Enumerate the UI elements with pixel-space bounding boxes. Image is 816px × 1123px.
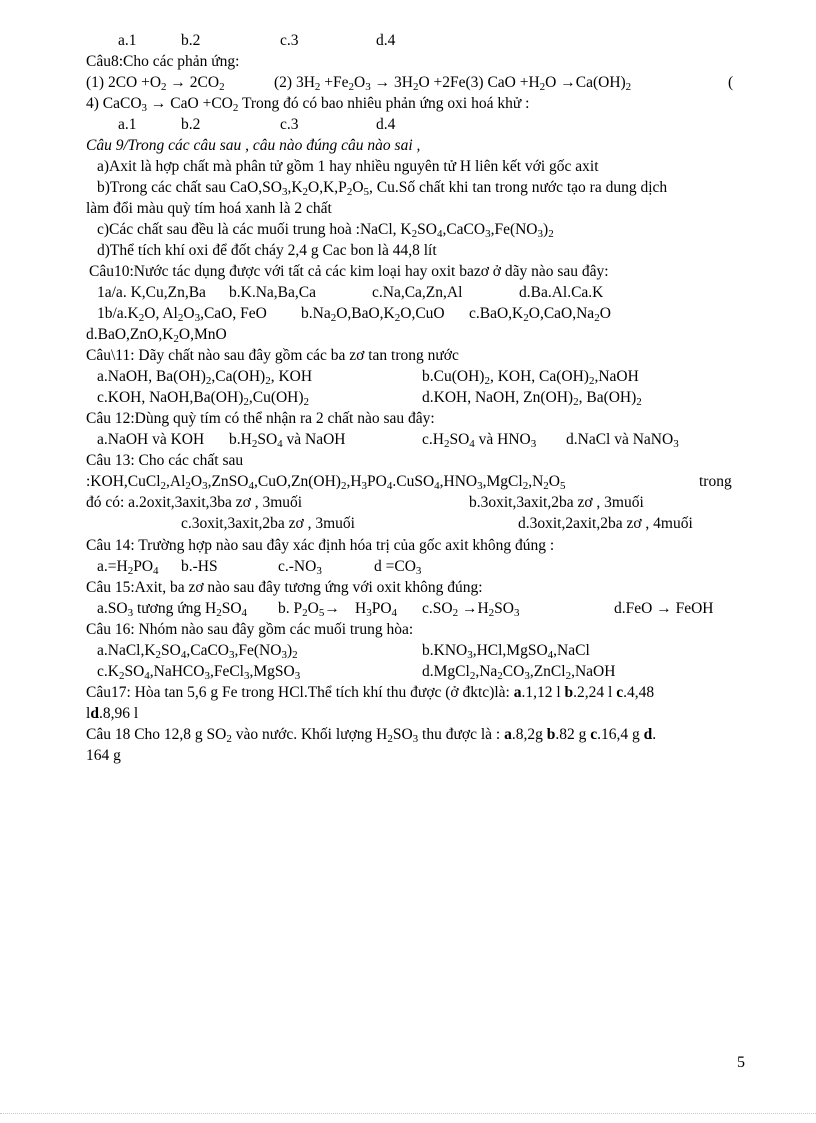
option-c: c.3 [280, 116, 299, 133]
option-c: $c.SO_2 \to H_2SO_3$ [422, 600, 520, 619]
option-c: c.KOH, $NaOH,Ba(OH)_2,Cu(OH)_2$ [97, 389, 310, 408]
option-c: $c.BaO,K_2O,CaO,Na_2O$ [469, 305, 611, 324]
option-c: c.Na,Ca,Zn,Al [372, 284, 463, 301]
question-13: Câu 13: Cho các chất sau [86, 452, 244, 469]
option-a: a.NaOH và KOH [97, 431, 205, 448]
option-d: d.3oxit,2axit,2ba zơ , 4muối [518, 515, 693, 532]
option-d: d.FeO → FeOH [614, 600, 714, 617]
question-16: Câu 16: Nhóm nào sau đây gồm các muối trung hòa: [86, 621, 414, 638]
question-9: Câu 9/Trong các câu sau , câu nào đúng câu nào sai , [86, 137, 421, 154]
question-12: Câu 12:Dùng quỳ tím có thể nhận ra 2 chất nào sau đây: [86, 410, 435, 427]
substance-list: $:KOH,CuCl_2,Al_2O_3,ZnSO_4,CuO,Zn(OH)_2,H_3PO_4.CuSO_4,HNO_3,MgCl_2,N_2O_5$ [86, 473, 566, 492]
option-d: d.4 [376, 116, 396, 133]
option-d: d.4 [376, 32, 396, 49]
option-d: $d =CO_3$ [374, 558, 422, 577]
option-b: b.-HS [181, 558, 218, 575]
question-18: Câu 18 Cho 12,8 g $SO_2$ vào nước. Khối lượng $H_2SO_3$ thu được là : a.8,2g b.82 g c.16,4 g d. [86, 726, 657, 745]
option-a: đó có: a.2oxit,3axit,3ba zơ , 3muối [86, 494, 303, 511]
option-a: $a.SO_3$ tương ứng $H_2SO_4$ [97, 600, 248, 619]
question-18-cont: 164 g [86, 747, 121, 764]
reactions-line-2: (2) $3H_2 +Fe_2O_3 \to 3H_2O +2Fe(3)$ CaO $+H_2O \to Ca(OH)_2$ [274, 74, 632, 93]
question-17: Câu17: Hòa tan 5,6 g Fe trong HCl.Thể tích khí thu được (ở đktc)là: a.1,12 l b.2,24 l c.4,48 [86, 684, 655, 701]
option-b: $b.KNO_3,HCl,MgSO_4,NaCl$ [422, 642, 590, 661]
substance-list-trail: trong [699, 473, 732, 490]
reaction-4: 4) CaCO$_3$ → CaO $+CO_2$ Trong đó có bao nhiêu phản ứng oxi hoá khử : [86, 95, 530, 114]
page-bottom-border [0, 1113, 816, 1114]
option-d: d.NaCl và NaNO$_3$ [566, 431, 679, 450]
option-a: a.1 [118, 32, 137, 49]
question-14: Câu 14: Trường hợp nào sau đây xác định hóa trị của gốc axit không đúng : [86, 537, 555, 554]
option-c: c.3 [280, 32, 299, 49]
question-8: Câu8:Cho các phản ứng: [86, 53, 240, 70]
option-a: a.NaOH, $Ba(OH)_2,Ca(OH)_2$, KOH [97, 368, 313, 387]
option-a: $1b/a.K_2O$, $Al_2O_3,CaO$, FeO [97, 305, 267, 324]
statement-c: c)Các chất sau đều là các muối trung hoà :NaCl, $K_2SO_4,CaCO_3,Fe(NO_3)_2$ [97, 221, 554, 240]
question-17-cont: ld.8,96 l [86, 705, 139, 722]
option-a: $a.NaCl,K_2SO_4,CaCO_3,Fe(NO_3)_2$ [97, 642, 298, 661]
option-c: $c.-NO_3$ [278, 558, 322, 577]
option-c: $c.H_2SO_4$ và $HNO_3$ [422, 431, 537, 450]
option-d: $d.BaO,ZnO,K_2O,MnO$ [86, 326, 227, 345]
option-b: $b.Na_2O,BaO,K_2O,CuO$ [301, 305, 445, 324]
option-a: 1a/a. K,Cu,Zn,Ba [97, 284, 206, 301]
option-c: $c.K_2SO_4,NaHCO_3,FeCl_3,MgSO_3$ [97, 663, 301, 682]
question-10: Câu10:Nước tác dụng được với tất cả các kim loại hay oxit bazơ ở dãy nào sau đây: [89, 263, 609, 280]
reactions-paren: ( [728, 74, 734, 91]
option-b: $b.H_2SO_4$ và NaOH [229, 431, 346, 450]
option-b-product: $H_3PO_4$ [355, 600, 398, 619]
option-b: b.2 [181, 32, 201, 49]
option-b: $b.Cu(OH)_2$, KOH, $Ca(OH)_2,NaOH$ [422, 368, 639, 387]
option-d: d.Ba.Al.Ca.K [519, 284, 604, 301]
page-number: 5 [737, 1054, 745, 1071]
option-b: b.2 [181, 116, 201, 133]
option-b: b. $P_2O_5\to$ [278, 600, 340, 619]
statement-b: b)Trong các chất sau $CaO,SO_3,K_2O,K,P_2O_5$, Cu.Số chất khi tan trong nước tạo ra dung dịch [97, 179, 668, 198]
statement-d: d)Thể tích khí oxi để đốt cháy 2,4 g Cac bon là 44,8 lít [97, 242, 437, 259]
option-d: $d.MgCl_2,Na_2CO_3,ZnCl_2,NaOH$ [422, 663, 616, 682]
option-b: b.3oxit,3axit,2ba zơ , 3muối [469, 494, 644, 511]
statement-a: a)Axit là hợp chất mà phân tử gồm 1 hay nhiều nguyên tử H liên kết với gốc axit [97, 158, 599, 175]
option-a: $a.=H_2PO_4$ [97, 558, 159, 577]
reactions-line: (1) $2CO +O_2 \to 2CO_2$ [86, 74, 225, 93]
option-a: a.1 [118, 116, 137, 133]
option-c: c.3oxit,3axit,2ba zơ , 3muối [181, 515, 355, 532]
question-15: Câu 15:Axit, ba zơ nào sau đây tương ứng với oxit không đúng: [86, 579, 483, 596]
option-b: b.K.Na,Ba,Ca [229, 284, 316, 301]
question-11: Câu\11: Dãy chất nào sau đây gồm các ba zơ tan trong nước [86, 347, 459, 364]
statement-b-cont: làm đổi màu quỳ tím hoá xanh là 2 chất [86, 200, 332, 217]
option-d: d.KOH, NaOH, $Zn(OH)_2$, $Ba(OH)_2$ [422, 389, 642, 408]
